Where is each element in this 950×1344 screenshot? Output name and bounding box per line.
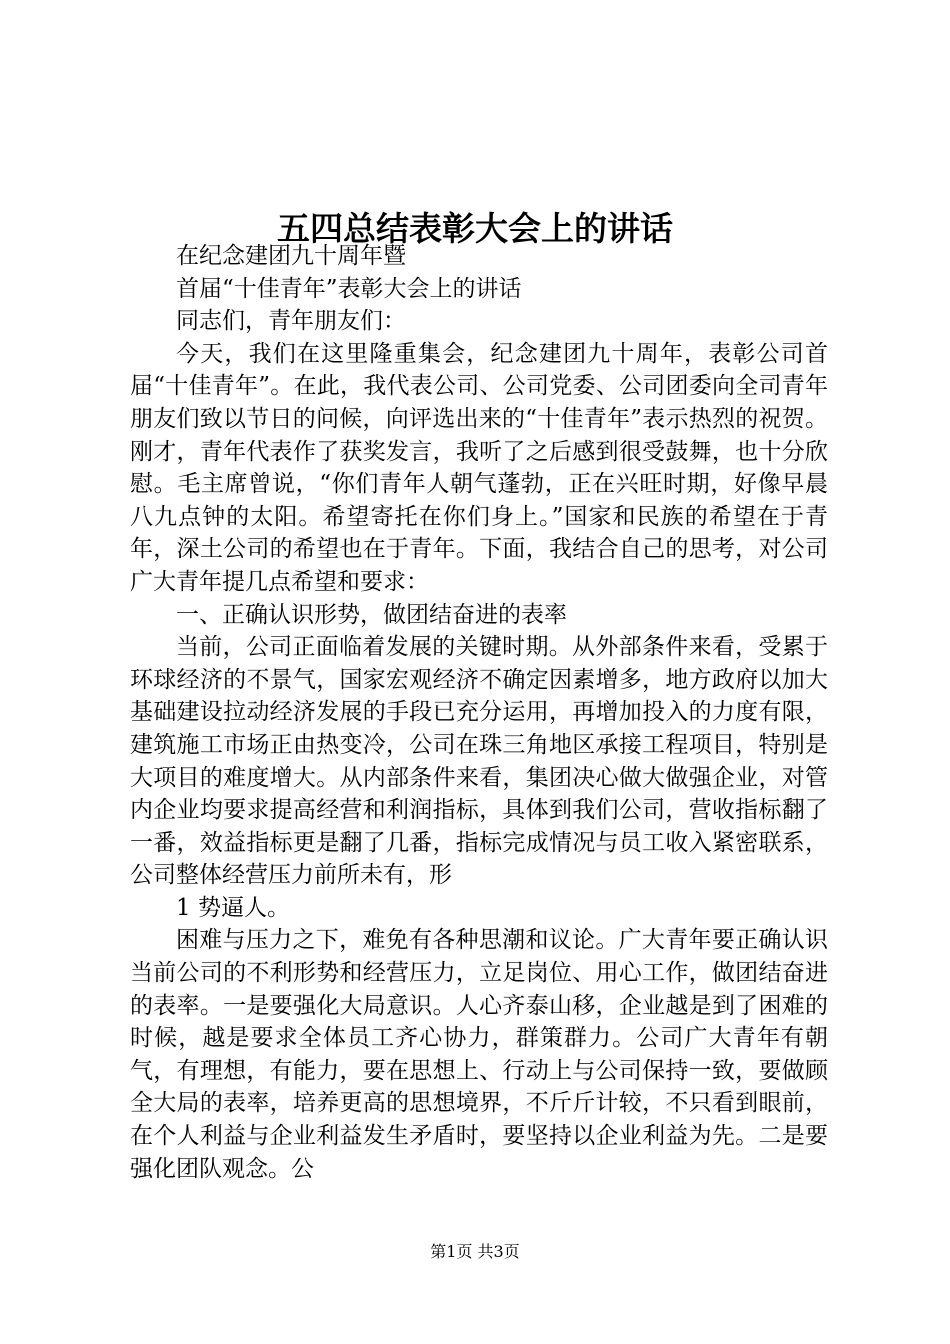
salutation: 同志们，青年朋友们： bbox=[176, 308, 406, 335]
document-title: 五四总结表彰大会上的讲话 bbox=[277, 209, 673, 249]
page-footer: 第1页 共3页 bbox=[430, 1242, 520, 1261]
paragraph-opening: 今天，我们在这里隆重集会，纪念建团九十周年，表彰公司首届“十佳青年”。在此，我代表公司、公司党委、公司团委向全司青年朋友们致以节日的问候，向评选出来的“十佳青年”表示热烈的祝贺。刚才，青年代表作了获奖发言，我听了之后感到很受鼓舞，也十分欣慰。毛主席曾说，“你们青年人朝气蓬勃，正在兴旺时期，好像早晨八九点钟的太阳。希望寄托在你们身上。”国家和民族的希望在于青年，深土公司的希望也在于青年。下面，我结合自己的思考，对公司广大青年提几点希望和要求： bbox=[130, 340, 828, 595]
paragraph-fragment: 1 势逼人。 bbox=[176, 894, 290, 921]
section-heading-1: 一、正确认识形势，做团结奋进的表率 bbox=[176, 601, 567, 628]
paragraph-pressure: 困难与压力之下，难免有各种思潮和议论。广大青年要正确认识当前公司的不利形势和经营压力，立足岗位、用心工作，做团结奋进的表率。一是要强化大局意识。人心齐泰山移，企业越是到了困难的时候，越是要求全体员工齐心协力，群策群力。公司广大青年有朝气，有理想，有能力，要在思想上、行动上与公司保持一致，要做顾全大局的表率，培养更高的思想境界，不斤斤计较，不只看到眼前，在个人利益与企业利益发生矛盾时，要坚持以企业利益为先。二是要强化团队观念。公 bbox=[130, 927, 828, 1182]
document-body bbox=[130, 240, 828, 1185]
subtitle-line-1: 在纪念建团九十周年暨 bbox=[176, 243, 406, 269]
paragraph-situation: 当前，公司正面临着发展的关键时期。从外部条件来看，受累于环球经济的不景气，国家宏观经济不确定因素增多，地方政府以加大基础建设拉动经济发展的手段已充分运用，再增加投入的力度有限，建筑施工市场正由热变冷，公司在珠三角地区承接工程项目，特别是大项目的难度增大。从内部条件来看，集团决心做大做强企业，对管内企业均要求提高经营和利润指标，具体到我们公司，营收指标翻了一番，效益指标更是翻了几番，指标完成情况与员工收入紧密联系，公司整体经营压力前所未有，形 bbox=[130, 634, 828, 889]
subtitle-line-2: 首届“十佳青年”表彰大会上的讲话 bbox=[176, 275, 522, 302]
